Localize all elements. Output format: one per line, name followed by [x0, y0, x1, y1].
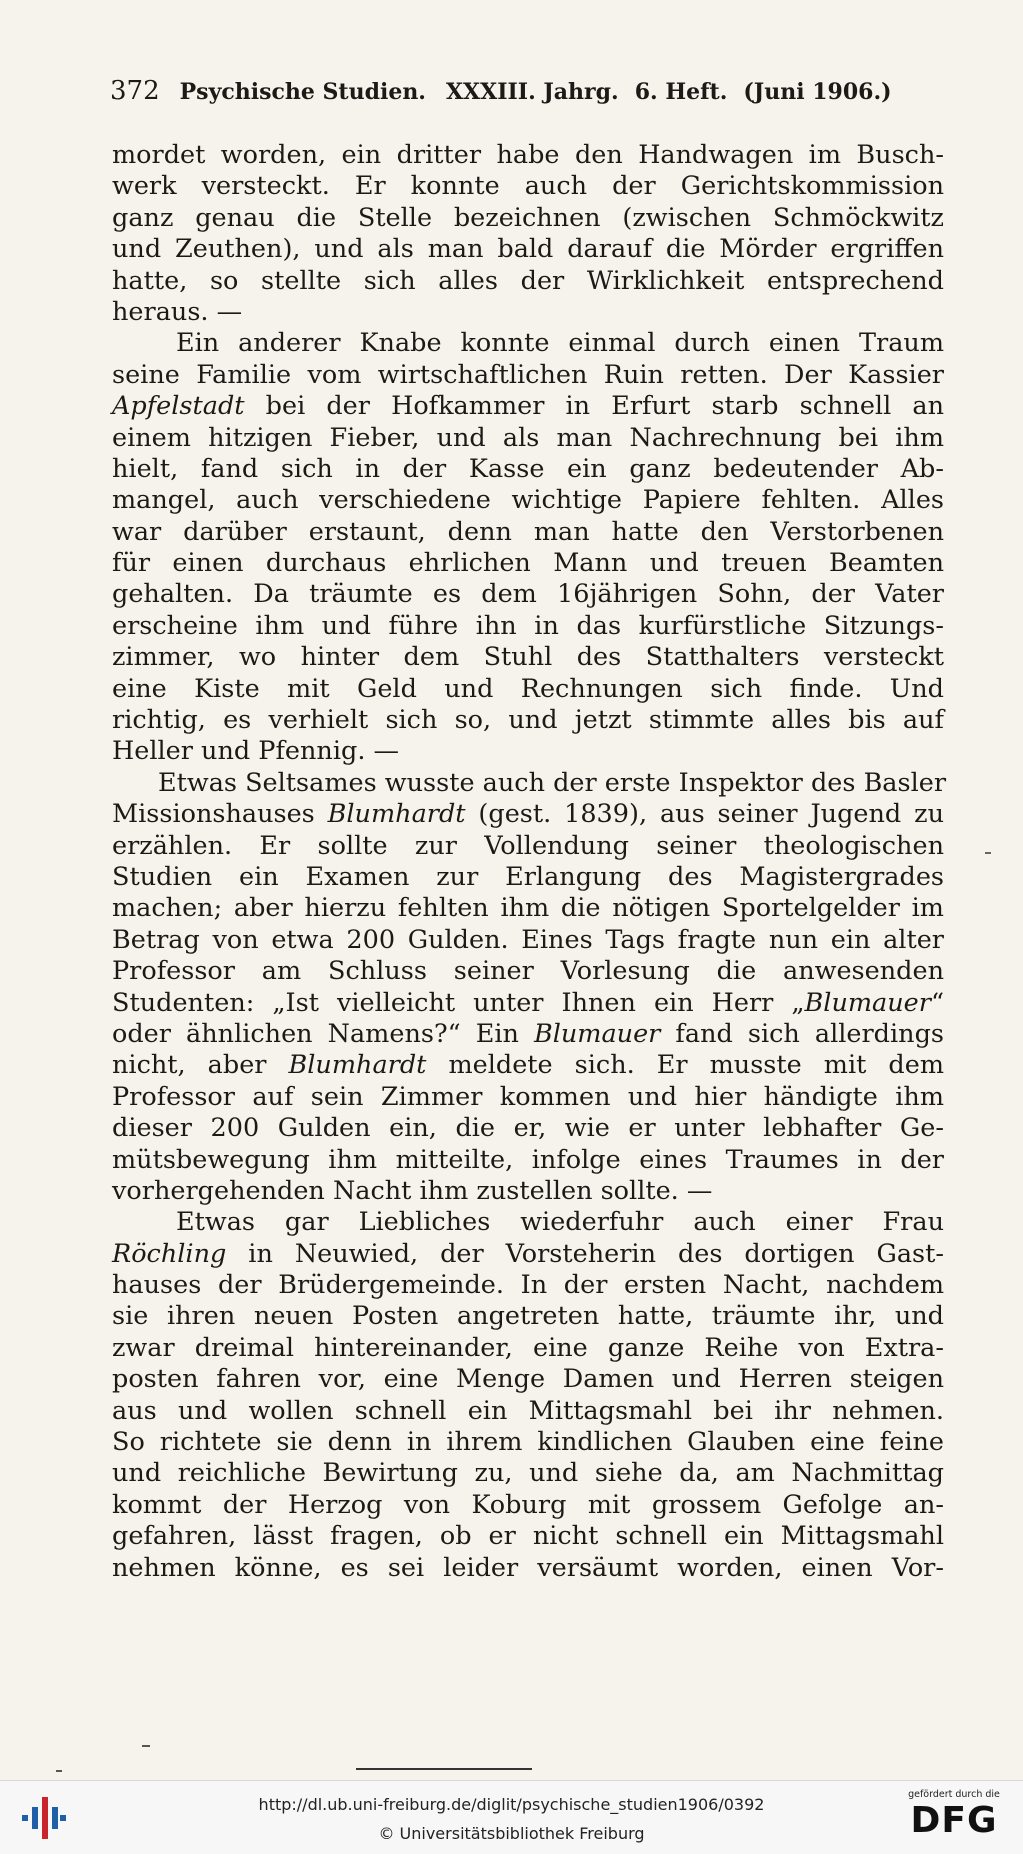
running-head: [110, 76, 910, 110]
text-line: seine Familie vom wirtschaftlichen Ruin retten. Der Kassier: [112, 359, 944, 390]
text-line: und reichliche Bewirtung zu, und siehe da, am Nachmittag: [112, 1458, 944, 1489]
text-line: für einen durchaus ehrlichen Mann und treuen Beamten: [112, 548, 944, 579]
text-line: gefahren, lässt fragen, ob er nicht schnell ein Mittagsmahl: [112, 1521, 944, 1552]
page-number: 372: [110, 76, 160, 106]
text-line: Ein anderer Knabe konnte einmal durch einen Traum: [176, 328, 944, 359]
person-name: Röchling: [112, 1238, 227, 1269]
footnote-rule: [356, 1768, 532, 1770]
text-line: posten fahren vor, eine Menge Damen und Herren steigen: [112, 1364, 944, 1395]
text-run: bei der Hofkammer in Erfurt starb schnell an: [244, 391, 944, 422]
text-line: kommt der Herzog von Koburg mit grossem Gefolge an-: [112, 1489, 944, 1520]
paragraph-3: [112, 767, 947, 1207]
text-line: werk versteckt. Er konnte auch der Gerichtskommission: [112, 171, 944, 202]
text-line: machen; aber hierzu fehlten ihm die nötigen Sportelgelder im: [112, 893, 944, 924]
text-line: ganz genau die Stelle bezeichnen (zwischen Schmöckwitz: [112, 202, 944, 233]
copyright-notice: © Universitätsbibliothek Freiburg: [378, 1824, 645, 1843]
text-line: hielt, fand sich in der Kasse ein ganz bedeutender Ab-: [112, 453, 944, 484]
text-line: erzählen. Er sollte zur Vollendung seiner theologischen: [112, 830, 944, 861]
text-line: heraus. —: [112, 296, 243, 327]
text-line: Etwas Seltsames wusste auch der erste Inspektor des Basler: [158, 767, 947, 798]
text-line: Professor auf sein Zimmer kommen und hier händigte ihm: [112, 1081, 944, 1112]
issue-date: (Juni 1906.): [743, 79, 892, 105]
text-line: dieser 200 Gulden ein, die er, wie er unter lebhafter Ge-: [112, 1113, 944, 1144]
text-line: erscheine ihm und führe ihn in das kurfürstliche Sitzungs-: [112, 610, 944, 641]
text-run: oder ähnlichen Namens?“ Ein: [112, 1018, 534, 1049]
text-line: Heller und Pfennig. —: [112, 736, 400, 767]
text-line: Etwas gar Liebliches wiederfuhr auch einer Frau: [176, 1207, 944, 1238]
text-line: hauses der Brüdergemeinde. In der ersten Nacht, nachdem: [112, 1270, 944, 1301]
text-line: zimmer, wo hinter dem Stuhl des Statthalters versteckt: [112, 642, 944, 673]
text-run: meldete sich. Er musste mit dem: [426, 1050, 944, 1081]
paragraph-2: [112, 328, 944, 767]
text-line: [112, 988, 944, 1019]
journal-title: Psychische Studien.: [179, 79, 426, 105]
paragraph-4: [112, 1207, 944, 1584]
body-text: [112, 140, 947, 1584]
text-line: mütsbewegung ihm mitteilte, infolge eines Traumes in der: [112, 1144, 944, 1175]
text-line: So richtete sie denn in ihrem kindlichen Glauben eine feine: [112, 1427, 944, 1458]
text-line: sie ihren neuen Posten angetreten hatte, träumte ihr, und: [112, 1301, 944, 1332]
text-run: Missionshauses: [112, 799, 328, 830]
text-line: mordet worden, ein dritter habe den Handwagen im Busch-: [112, 140, 944, 170]
text-line: einem hitzigen Fieber, und als man Nachrechnung bei ihm: [112, 422, 944, 453]
text-line: und Zeuthen), und als man bald darauf die Mörder ergriffen: [112, 234, 944, 265]
dfg-logo: [898, 1789, 1010, 1849]
person-name: Blumhardt: [288, 1050, 427, 1081]
dfg-wordmark: DFG: [910, 1800, 998, 1841]
text-line: [112, 391, 944, 422]
issue: 6. Heft.: [634, 79, 728, 105]
text-line: Betrag von etwa 200 Gulden. Eines Tags fragte nun ein alter: [112, 924, 944, 955]
permalink-url[interactable]: http://dl.ub.uni-freiburg.de/diglit/psychische_studien1906/0392: [258, 1795, 765, 1814]
dfg-tagline: gefördert durch die: [908, 1789, 1000, 1800]
text-line: mangel, auch verschiedene wichtige Papiere fehlten. Alles: [112, 485, 944, 516]
person-name: Blumauer: [533, 1018, 661, 1049]
text-line: [112, 1239, 944, 1270]
text-line: [112, 1050, 944, 1081]
text-line: richtig, es verhielt sich so, und jetzt stimmte alles bis auf: [112, 705, 944, 736]
text-line: Professor am Schluss seiner Vorlesung die anwesenden: [112, 956, 944, 987]
volume: XXXIII. Jahrg.: [445, 79, 619, 105]
person-name: Apfelstadt: [112, 391, 245, 422]
text-line: nehmen könne, es sei leider versäumt worden, einen Vor-: [112, 1552, 944, 1583]
paragraph-1: [112, 140, 944, 328]
text-run: nicht, aber: [112, 1050, 289, 1081]
scan-speck: [985, 852, 991, 854]
text-line: [112, 1019, 944, 1050]
text-run: fand sich allerdings: [660, 1018, 944, 1049]
person-name: Blumauer: [804, 987, 931, 1018]
scan-speck: [56, 1770, 62, 1772]
text-line: war darüber erstaunt, denn man hatte den Verstorbenen: [112, 516, 944, 547]
text-line: vorhergehenden Nacht ihm zustellen sollte. —: [112, 1175, 713, 1206]
text-line: zwar dreimal hintereinander, eine ganze Reihe von Extra-: [112, 1332, 944, 1363]
text-line: aus und wollen schnell ein Mittagsmahl bei ihr nehmen.: [112, 1395, 944, 1426]
text-run: (gest. 1839), aus seiner Jugend zu: [465, 799, 944, 830]
text-line: [112, 799, 944, 830]
text-line: eine Kiste mit Geld und Rechnungen sich finde. Und: [112, 673, 944, 704]
text-run: “: [930, 987, 944, 1018]
viewer-footer: [0, 1780, 1023, 1854]
text-line: hatte, so stellte sich alles der Wirklichkeit entsprechend: [112, 265, 944, 296]
person-name: Blumhardt: [327, 799, 466, 830]
text-run: in Neuwied, der Vorsteherin des dortigen Gast-: [226, 1238, 944, 1269]
scan-speck: [142, 1745, 150, 1747]
text-line: gehalten. Da träumte es dem 16jährigen Sohn, der Vater: [112, 579, 944, 610]
text-run: Studenten: „Ist vielleicht unter Ihnen ein Herr „: [112, 987, 805, 1018]
text-line: Studien ein Examen zur Erlangung des Magistergrades: [112, 861, 944, 892]
